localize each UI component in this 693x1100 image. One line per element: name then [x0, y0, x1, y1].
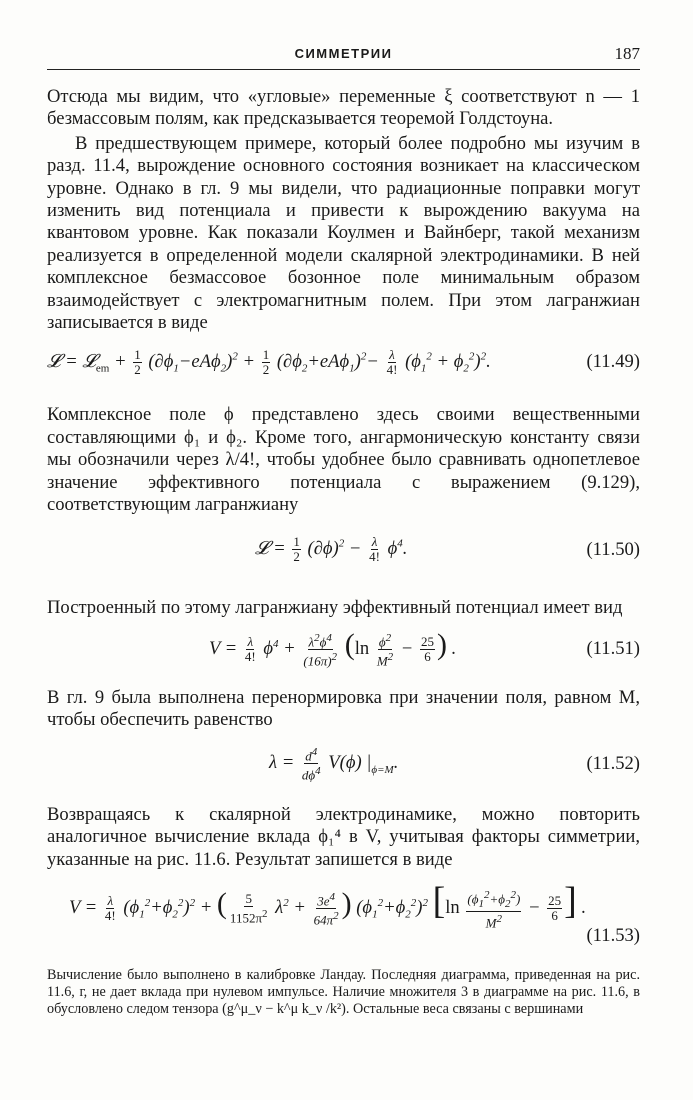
- equation-11-49-body: 𝓛 = 𝓛$_{em}$ + $\frac{1}{2}$ $(\partial\phi_1-eA\phi_2)^2$ + $\frac{1}{2}$ $(\partial\phi_2+eA\phi_1)^2-$ $\frac{\lambda}{4!}$ $(\phi_1^2 + \phi_2^2)^2$.: [47, 346, 491, 377]
- page-number: 187: [614, 44, 640, 63]
- paragraph-1: Отсюда мы видим, что «угловые» переменные ξ соответствуют n — 1 безмассовым полям, как предсказывается теоремой Голдстоуна.: [47, 86, 640, 130]
- equation-11-53-body: V = $\frac{\lambda}{4!}$ $(\phi_1^2+\phi_2^2)^2$ + ( $\frac{5}{1152\pi^2}$ $\lambda^2$ + $\frac{3e^4}{64\pi^2}$ ) $(\phi_1^2+\phi_2^2)^2$ [ln $\frac{(\phi_1^2+\phi_2^2)}{M^2}$ − $\frac{25}{6}$ ] .: [69, 880, 587, 930]
- page-header: [47, 43, 640, 70]
- paragraph-3: Комплексное поле ϕ представлено здесь своими вещественными составляющими ϕ₁ и ϕ₂. Кроме того, ангармоническую константу связи мы обозначили через λ/4!, чтобы удобнее было сравнивать однопетлевое значение эффективного потенциала с выражением (9.129), соответствующим лагранжиану: [47, 404, 640, 516]
- equation-11-52: [47, 740, 640, 788]
- equation-number: (11.52): [586, 752, 640, 774]
- paragraph-4: Построенный по этому лагранжиану эффективный потенциал имеет вид: [47, 596, 623, 618]
- equation-11-52-body: λ = $\frac{d^4}{d\phi^4}$ V(ϕ) $|_{\phi=M}$.: [269, 745, 399, 783]
- equation-11-53: [47, 881, 640, 931]
- equation-number: (11.49): [586, 351, 640, 373]
- equation-11-50-body: 𝓛 = $\frac{1}{2}$ $(\partial\phi)^2$ − $\frac{\lambda}{4!}$ $\phi^4$.: [255, 534, 408, 564]
- paragraph-6: Возвращаясь к скалярной электродинамике, можно повторить аналогичное вычисление вклада ϕ₁⁴ в V, учитывая факторы симметрии, указанные на рис. 11.6. Результат запишется в виде: [47, 803, 640, 870]
- equation-11-51-body: V = $\frac{\lambda}{4!}$ $\phi^4$ + $\frac{\lambda^2\phi^4}{(16\pi)^2}$ (ln $\frac{\phi^2}{M^2}$ − $\frac{25}{6}$ ) .: [209, 627, 457, 669]
- equation-number: (11.53): [586, 924, 640, 946]
- footnote: Вычисление было выполнено в калибровке Ландау. Последняя диаграмма, приведенная на рис. 11.6, г, не дает вклада при нулевом импульсе. Наличие множителя 3 в диаграмме на рис. 11.6, в обусловлено следом тензора (g^μ_ν − k^μ k_ν /k²). Остальные веса связаны с вершинами: [47, 966, 640, 1018]
- equation-11-51: [47, 625, 640, 673]
- running-title: СИММЕТРИИ: [294, 46, 393, 61]
- equation-11-50: [47, 525, 640, 575]
- equation-11-49: [47, 340, 640, 384]
- equation-11-53-number-row: [47, 925, 640, 947]
- equation-number: (11.50): [586, 538, 640, 560]
- page-body: [47, 86, 640, 1019]
- paragraph-5: В гл. 9 была выполнена перенормировка при значении поля, равном M, чтобы обеспечить равенство: [47, 686, 640, 731]
- equation-number: (11.51): [586, 637, 640, 659]
- paragraph-2: В предшествующем примере, который более подробно мы изучим в разд. 11.4, вырождение основного состояния возникает на классическом уровне. Однако в гл. 9 мы видели, что радиационные поправки могут изменить вид потенциала и привести к вырождению вакуума на квантовом уровне. Как показали Коулмен и Вайнберг, такой механизм реализуется в определенной модели скалярной электродинамики. В ней комплексное безмассовое бозонное поле минимальным образом взаимодействует с электромагнитным полем. При этом лагранжиан записывается в виде: [47, 132, 640, 334]
